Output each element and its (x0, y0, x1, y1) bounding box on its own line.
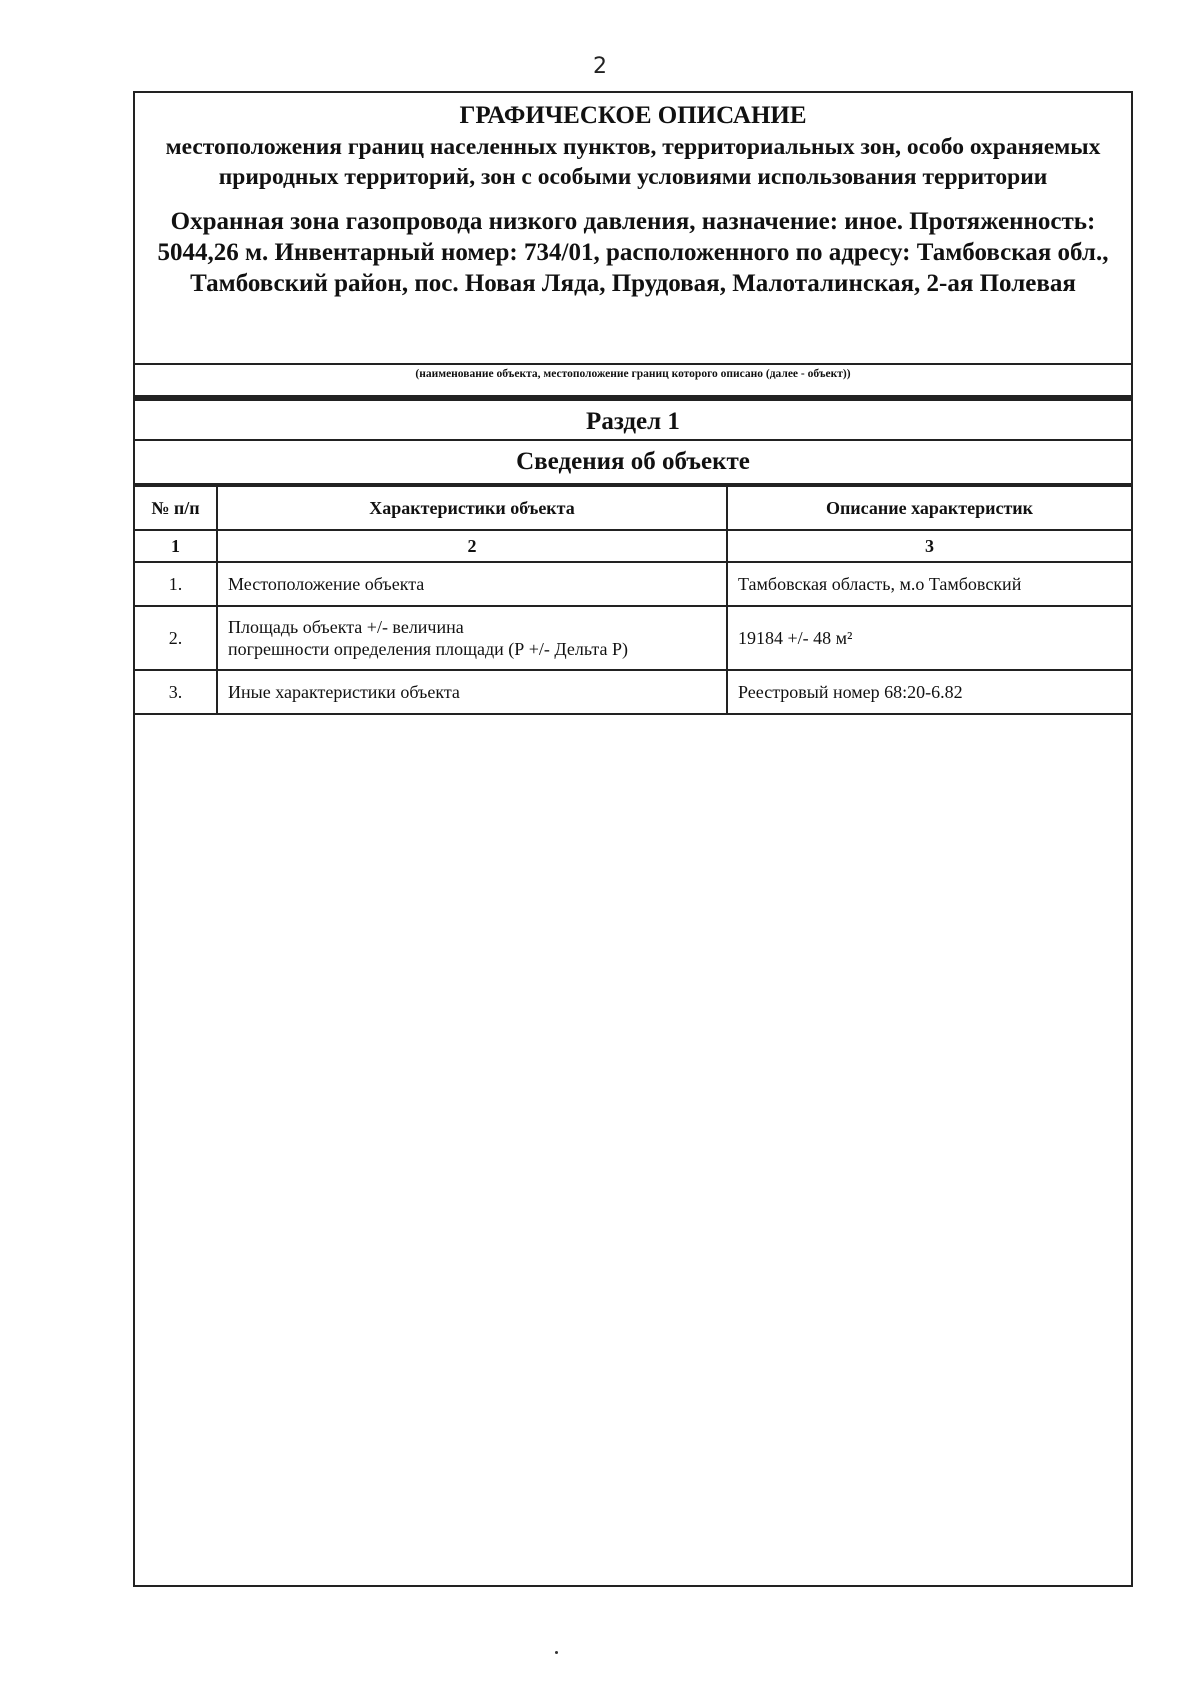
document-header (135, 93, 1131, 363)
column-number: 3 (727, 530, 1131, 562)
column-number-row (135, 530, 1131, 562)
row-characteristic (217, 606, 727, 670)
document-frame (133, 91, 1133, 1587)
page-number: 2 (593, 54, 607, 79)
row-characteristic-line: Площадь объекта +/- величина (228, 617, 464, 637)
row-characteristic-line: погрешности определения площади (Р +/- Дельта Р) (228, 639, 628, 659)
section-title: Раздел 1 (135, 397, 1131, 441)
scan-speck (555, 1651, 558, 1654)
row-number: 2. (135, 606, 217, 670)
table-row (135, 670, 1131, 714)
row-description: 19184 +/- 48 м² (727, 606, 1131, 670)
column-number: 2 (217, 530, 727, 562)
document-title: ГРАФИЧЕСКОЕ ОПИСАНИЕ (459, 102, 807, 129)
column-header-characteristic: Характеристики объекта (217, 486, 727, 530)
table-row (135, 606, 1131, 670)
row-characteristic: Местоположение объекта (217, 562, 727, 606)
section-subtitle: Сведения об объекте (135, 441, 1131, 485)
row-number: 1. (135, 562, 217, 606)
row-number: 3. (135, 670, 217, 714)
row-description: Реестровый номер 68:20-6.82 (727, 670, 1131, 714)
row-description: Тамбовская область, м.о Тамбовский (727, 562, 1131, 606)
table-header-row (135, 486, 1131, 530)
table-row (135, 562, 1131, 606)
object-name-caption: (наименование объекта, местоположение границ которого описано (далее - объект)) (135, 363, 1131, 397)
column-header-description: Описание характеристик (727, 486, 1131, 530)
document-subtitle: местоположения границ населенных пунктов, территориальных зон, особо охраняемых природных территорий, зон с особыми условиями использования территории (165, 134, 1101, 190)
column-header-number: № п/п (135, 486, 217, 530)
object-info-table (135, 485, 1131, 715)
row-characteristic: Иные характеристики объекта (217, 670, 727, 714)
column-number: 1 (135, 530, 217, 562)
object-name: Охранная зона газопровода низкого давления, назначение: иное. Протяженность: 5044,26 м. Инвентарный номер: 734/01, расположенного по адресу: Тамбовская обл., Тамбовский район, пос. Новая Ляда, Прудовая, Малоталинская, 2-ая Полевая (157, 208, 1109, 297)
